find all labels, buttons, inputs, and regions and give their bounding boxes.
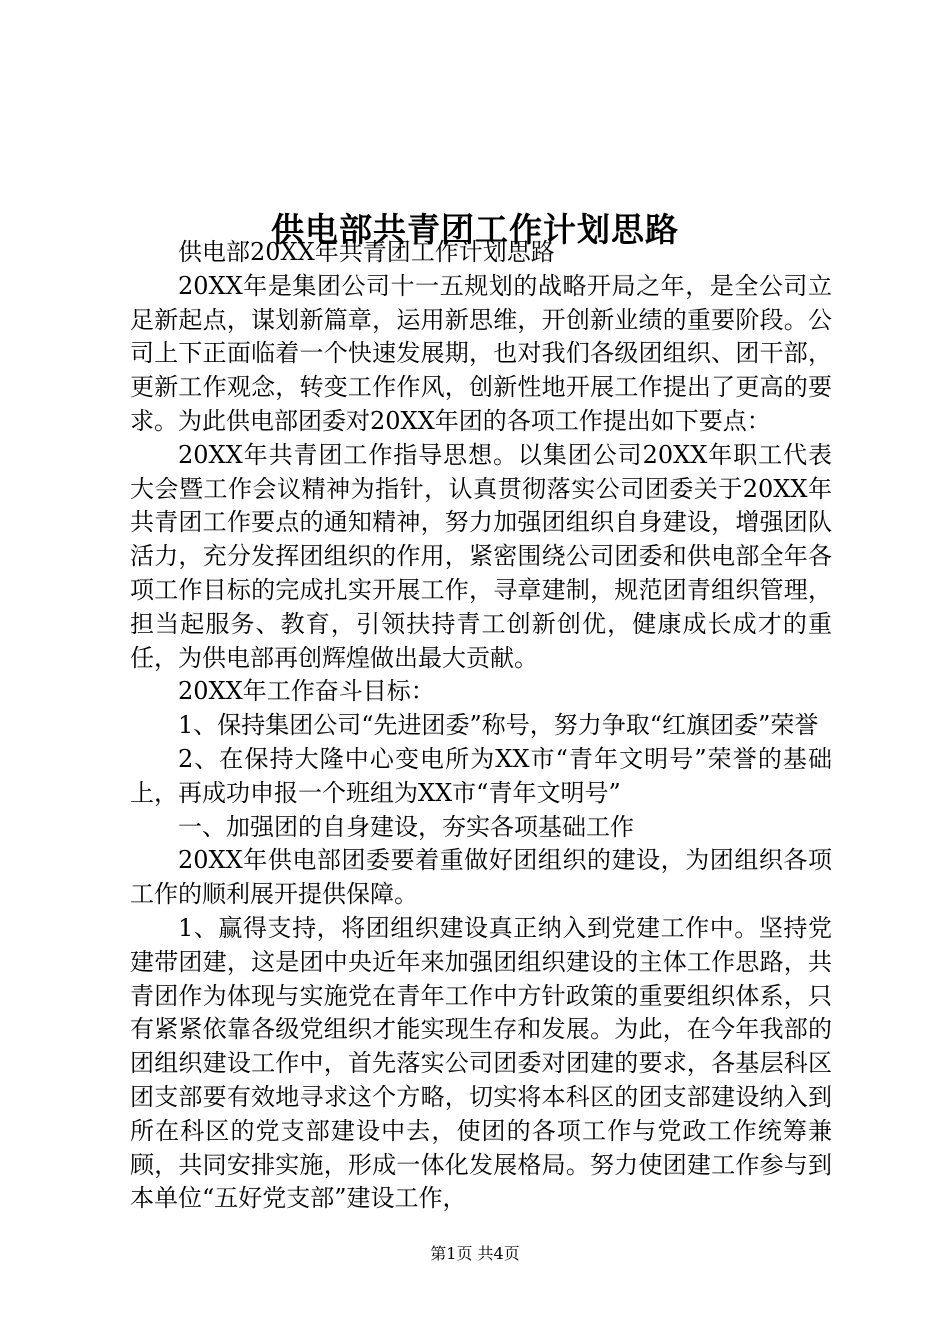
paragraph-guiding-thought: 20XX年共青团工作指导思想。以集团公司20XX年职工代表大会暨工作会议精神为指针，认真贯彻落实公司团委关于20XX年共青团工作要点的通知精神，努力加强团组织自身建设，增强团队活力，充分发挥团组织的作用，紧密围绕公司团委和供电部全年各项工作目标的完成扎实开展工作，寻章建制，规范团青组织管理，担当起服务、教育，引领扶持青工创新创优，健康成长成才的重任，为供电部再创辉煌做出最大贡献。 [130,440,832,672]
paragraph-goal-2: 2、在保持大隆中心变电所为XX市“青年文明号”荣誉的基础上，再成功申报一个班组为XX市“青年文明号” [130,744,832,807]
paragraph-goals-heading: 20XX年工作奋斗目标： [178,677,435,706]
paragraph-intro: 20XX年是集团公司十一五规划的战略开局之年，是全公司立足新起点，谋划新篇章，运用新思维，开创新业绩的重要阶段。公司上下正面临着一个快速发展期，也对我们各级团组织、团干部，更新工作观念，转变工作作风，创新性地开展工作提出了更高的要求。为此供电部团委对20XX年团的各项工作提出如下要点： [130,271,832,435]
document-body [130,236,832,1216]
paragraph-section-1-intro: 20XX年供电部团委要着重做好团组织的建设，为团组织各项工作的顺利展开提供保障。 [130,846,832,909]
paragraph-goal-1: 1、保持集团公司“先进团委”称号，努力争取“红旗团委”荣誉 [178,711,819,740]
page-footer: 第1页 共4页 [430,1244,520,1263]
paragraph-section-1-heading: 一、加强团的自身建设，夯实各项基础工作 [178,812,634,841]
paragraph-subtitle: 供电部20XX年共青团工作计划思路 [178,238,555,266]
paragraph-section-1-item-1: 1、赢得支持，将团组织建设真正纳入到党建工作中。坚持党建带团建，这是团中央近年来加强团组织建设的主体工作思路，共青团作为体现与实施党在青年工作中方针政策的重要组织体系，只有紧紧依靠各级党组织才能实现生存和发展。为此，在今年我部的团组织建设工作中，首先落实公司团委对团建的要求，各基层科区团支部要有效地寻求这个方略，切实将本科区的团支部建设纳入到所在科区的党支部建设中去，使团的各项工作与党政工作统筹兼顾，共同安排实施，形成一体化发展格局。努力使团建工作参与到本单位“五好党支部”建设工作， [130,913,832,1213]
document-title: 供电部共青团工作计划思路 [271,210,679,250]
